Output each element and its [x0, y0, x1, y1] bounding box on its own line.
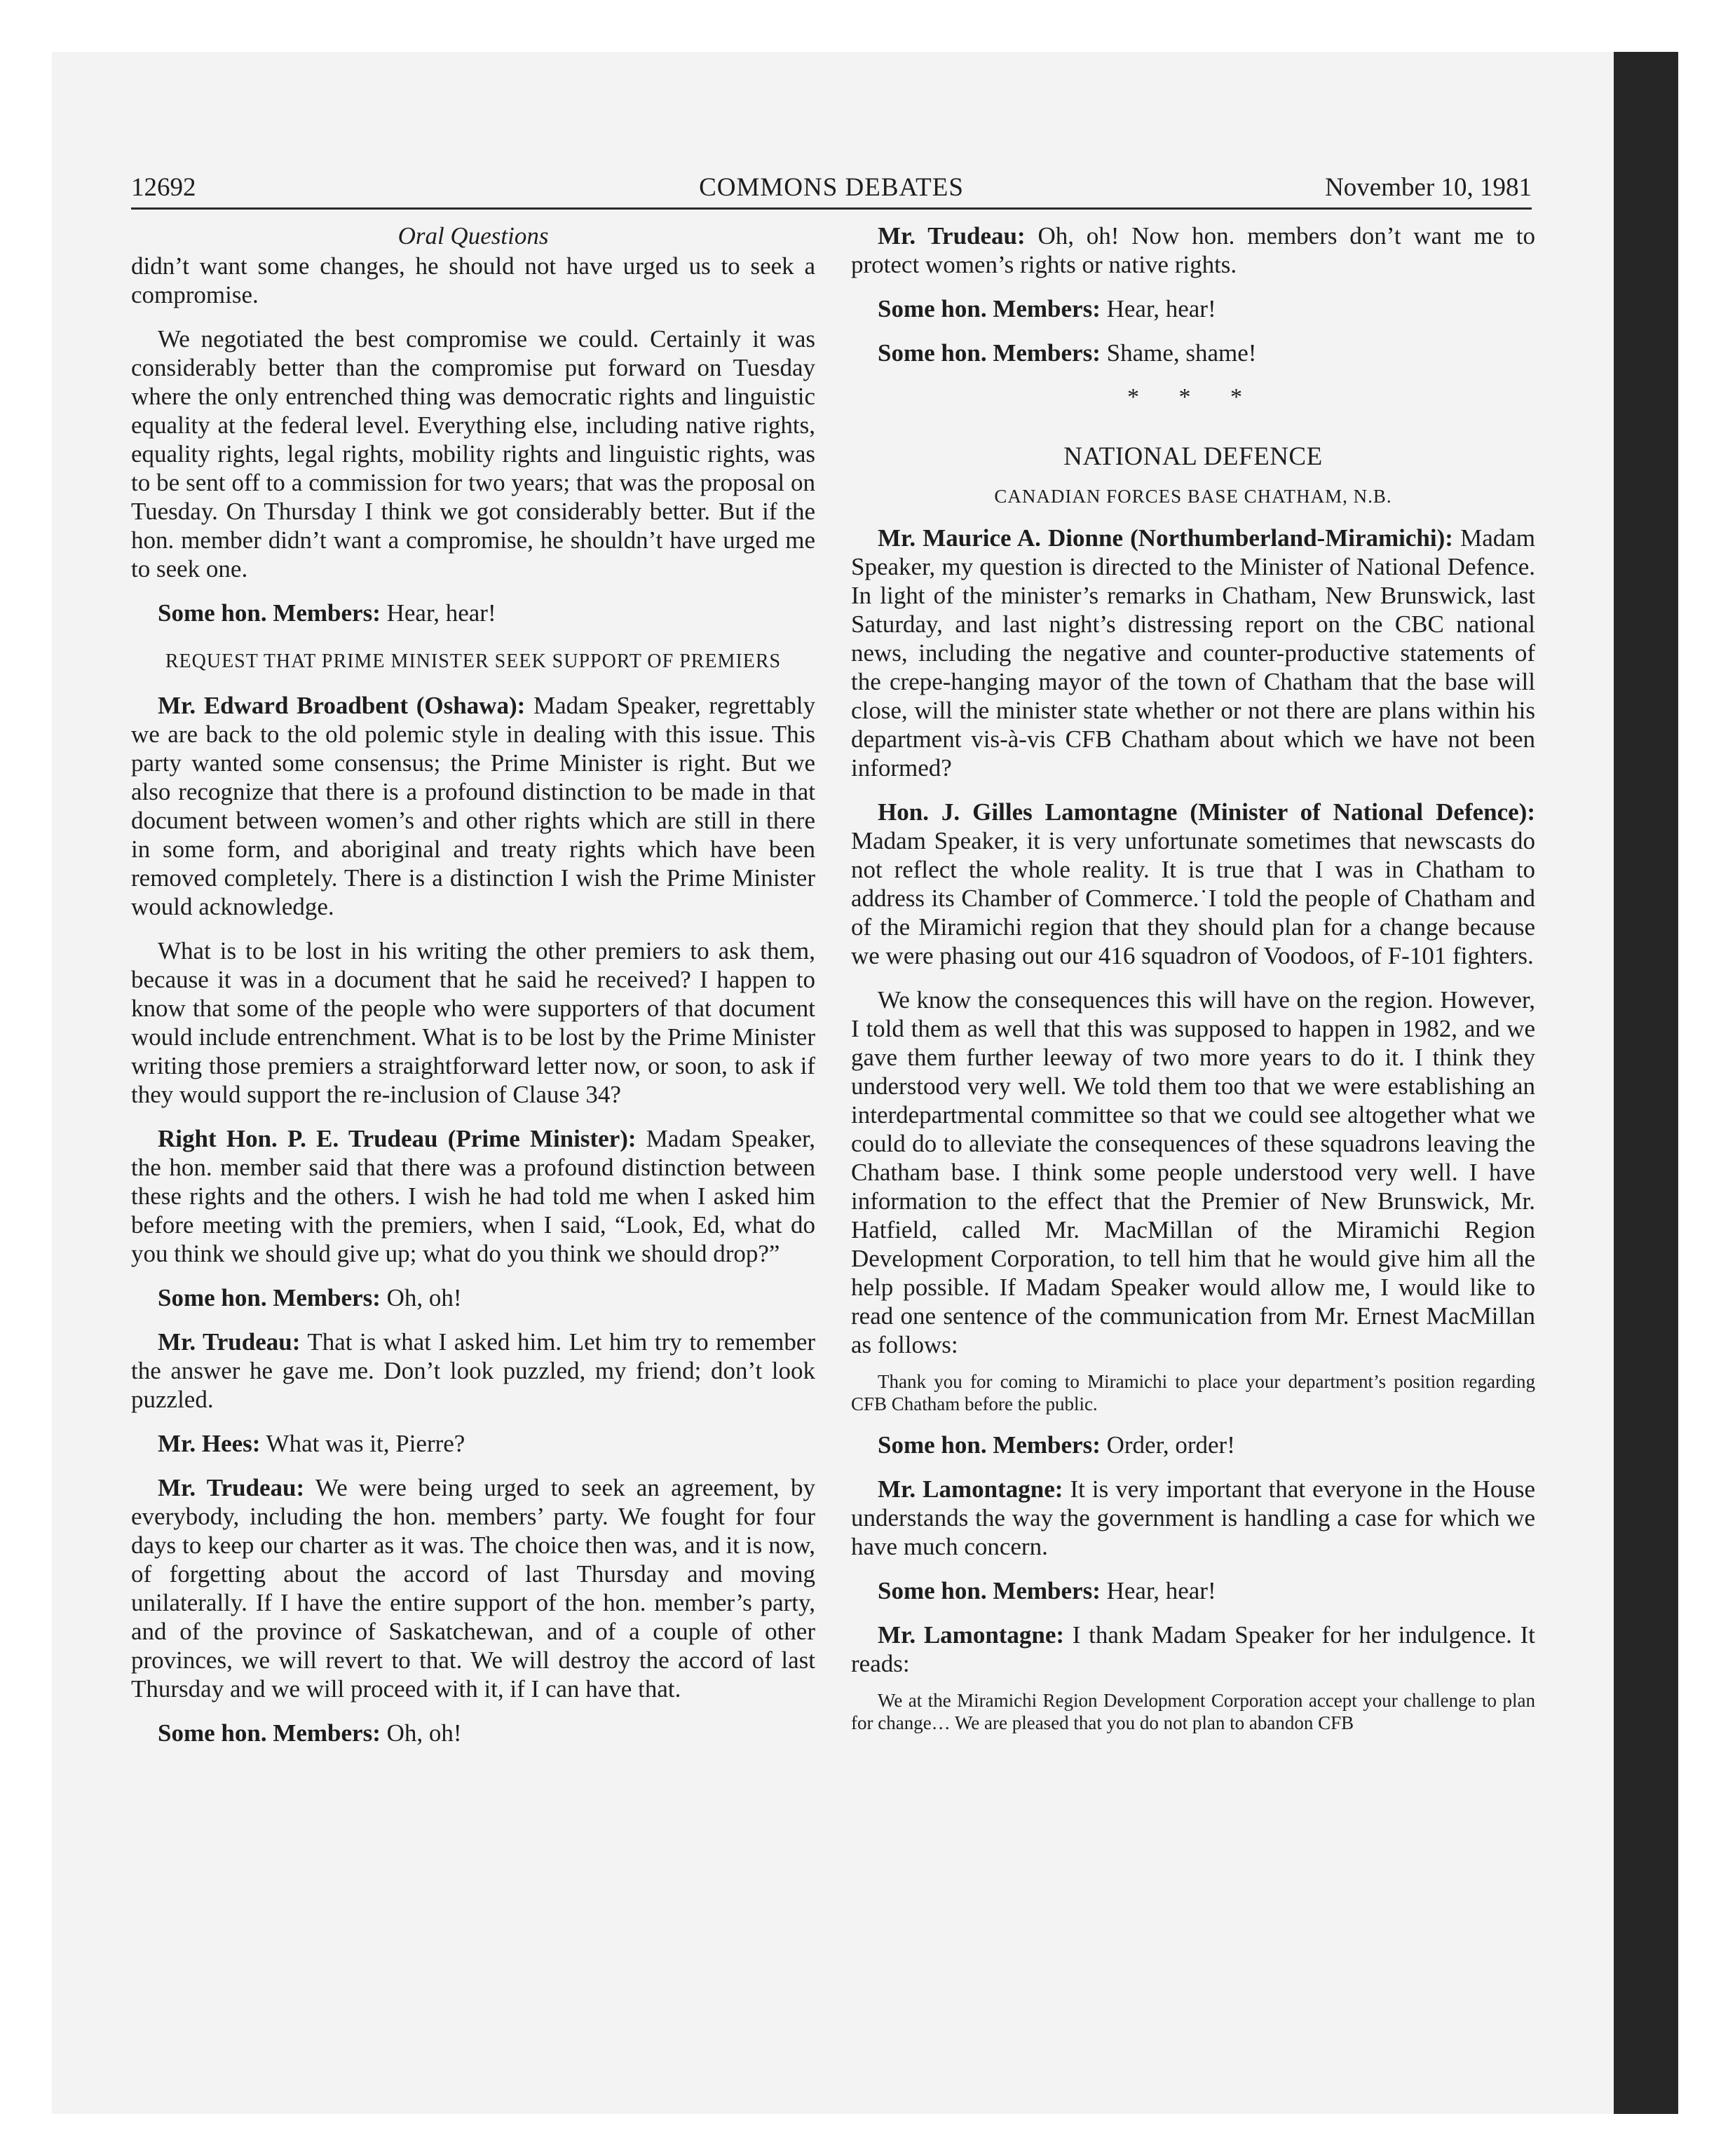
speaker: Some hon. Members:: [878, 339, 1101, 367]
speaker: Mr. Edward Broadbent (Oshawa):: [158, 692, 526, 719]
speaker: Mr. Maurice A. Dionne (Northumberland-Miramichi):: [878, 524, 1453, 552]
speech-text: What was it, Pierre?: [260, 1430, 465, 1457]
speech-text: Oh, oh!: [380, 1719, 462, 1747]
paragraph: We know the consequences this will have on the region. However, I told them as well that this was supposed to happen in 1982, and we gave them further leeway of two more years to do it. I think they understood very well. We told them too that we were establishing an interdepartmental committee so that we could see altogether what we could do to alleviate the consequences of these squadrons leaving the Chatham base. I think some people understood very well. I have information to the effect that the Premier of New Brunswick, Mr. Hatfield, called Mr. MacMillan of the Miramichi Region Development Corporation, to tell him that he would give him all the help possible. If Madam Speaker would allow me, I would like to read one sentence of the communication from Mr. Ernest MacMillan as follows:: [851, 986, 1535, 1358]
section-divider: * * *: [1127, 384, 1259, 410]
speech: [851, 1621, 1535, 1678]
section-heading: NATIONAL DEFENCE: [1063, 442, 1323, 471]
running-head: Oral Questions: [397, 222, 549, 250]
speech: [851, 798, 1535, 970]
speaker: Mr. Lamontagne:: [878, 1475, 1063, 1503]
speech: [851, 294, 1535, 323]
speech: [131, 691, 815, 921]
speech-text: Madam Speaker, it is very unfortunate sometimes that newscasts do not reflect the whole reality. It is true that I was in Chatham to address its Chamber of Commerce.˙I told the people of Chatham and of the Miramichi region that they should plan for a change because we were phasing out our 416 squadron of Voodoos, of F-101 fighters.: [851, 827, 1535, 969]
speaker: Right Hon. P. E. Trudeau (Prime Minister):: [158, 1125, 637, 1152]
speech-text: Hear, hear!: [1100, 1577, 1216, 1604]
speaker: Mr. Trudeau:: [158, 1474, 305, 1501]
speaker: Some hon. Members:: [158, 1719, 381, 1747]
speech-text: Hear, hear!: [1100, 295, 1216, 322]
speaker: Some hon. Members:: [878, 1431, 1101, 1459]
subject-heading: CANADIAN FORCES BASE CHATHAM, N.B.: [994, 486, 1392, 507]
block-quote: Thank you for coming to Miramichi to place your department’s position regarding CFB Chatham before the public.: [851, 1371, 1535, 1414]
speaker: Mr. Trudeau:: [878, 222, 1026, 250]
paragraph: What is to be lost in his writing the other premiers to ask them, because it was in a document that he said he received? I happen to know that some of the people who were supporters of that document would include entrenchment. What is to be lost by the Prime Minister writing those premiers a straightforward letter now, or soon, to ask if they would support the re-inclusion of Clause 34?: [131, 937, 815, 1108]
speech-text: Order, order!: [1100, 1431, 1235, 1459]
speech: [131, 1328, 815, 1414]
paragraph: We negotiated the best compromise we could. Certainly it was considerably better than the compromise put forward on Tuesday where the only entrenched thing was democratic rights and linguistic equality at the federal level. Everything else, including native rights, equality rights, legal rights, mobility rights and linguistic rights, was to be sent off to a commission for two years; that was the proposal on Tuesday. On Thursday I think we got considerably better. But if the hon. member didn’t want a compromise, he shouldn’t have urged me to seek one.: [131, 325, 815, 582]
speech: [851, 221, 1535, 279]
block-quote: We at the Miramichi Region Development Corporation accept your challenge to plan for change… We are pleased that you do not plan to abandon CFB: [851, 1690, 1535, 1733]
speaker: Mr. Trudeau:: [158, 1328, 301, 1356]
speaker: Some hon. Members:: [878, 295, 1101, 322]
speech-text: Hear, hear!: [380, 599, 496, 627]
speech: [851, 1576, 1535, 1605]
scan-edge-shadow: [1614, 52, 1678, 2114]
speech-text: Oh, oh!: [380, 1284, 462, 1311]
speech: [131, 599, 815, 627]
speaker: Mr. Lamontagne:: [878, 1621, 1065, 1649]
speech: [851, 1431, 1535, 1459]
publication-date: November 10, 1981: [1325, 173, 1532, 202]
speech: [851, 339, 1535, 367]
speech: [131, 1283, 815, 1312]
speaker: Some hon. Members:: [878, 1577, 1101, 1604]
speech: [131, 1124, 815, 1268]
publication-title: COMMONS DEBATES: [699, 173, 964, 202]
page-number: 12692: [131, 173, 196, 202]
speech: [851, 1475, 1535, 1561]
left-column: [131, 221, 815, 1763]
speaker: Hon. J. Gilles Lamontagne (Minister of National Defence):: [878, 798, 1535, 826]
speech-text: Madam Speaker, the hon. member said that there was a profound distinction between these rights and the others. I wish he had told me when I asked him before meeting with the premiers, when I said, “Look, Ed, what do you think we should give up; what do you think we should drop?”: [131, 1125, 815, 1267]
speech: [851, 524, 1535, 782]
speech-text: Shame, shame!: [1100, 339, 1257, 367]
speaker: Some hon. Members:: [158, 1284, 381, 1311]
paragraph: didn’t want some changes, he should not have urged us to seek a compromise.: [131, 252, 815, 308]
speech: [131, 1429, 815, 1458]
speech-text: It is very important that everyone in the House understands the way the government is handling a case for which we have much concern.: [851, 1475, 1535, 1560]
speaker: Some hon. Members:: [158, 599, 381, 627]
speech-text: That is what I asked him. Let him try to remember the answer he gave me. Don’t look puzzled, my friend; don’t look puzzled.: [131, 1328, 816, 1413]
subject-heading: REQUEST THAT PRIME MINISTER SEEK SUPPORT OF PREMIERS: [165, 650, 782, 672]
speech-text: Oh, oh! Now hon. members don’t want me to protect women’s rights or native rights.: [851, 222, 1535, 278]
speech-text: I thank Madam Speaker for her indulgence. It reads:: [851, 1621, 1535, 1677]
speaker: Mr. Hees:: [158, 1430, 261, 1457]
right-column: [851, 221, 1535, 1749]
speech-text: Madam Speaker, my question is directed to the Minister of National Defence. In light of the minister’s remarks in Chatham, New Brunswick, last Saturday, and last night’s distressing report on the CBC national news, including the negative and counter-productive statements of the crepe-hanging mayor of the town of Chatham that the base will close, will the minister state whether or not there are plans within his department vis-à-vis CFB Chatham about which we have not been informed?: [851, 524, 1535, 782]
page-header: [131, 171, 1532, 210]
speech-text: Madam Speaker, regrettably we are back to the old polemic style in dealing with this issue. This party wanted some consensus; the Prime Minister is right. But we also recognize that there is a profound distinction to be made in that document between women’s and other rights which are still in there in some form, and aboriginal and treaty rights which have been removed completely. There is a distinction I wish the Prime Minister would acknowledge.: [131, 692, 815, 920]
speech-text: We were being urged to seek an agreement, by everybody, including the hon. members’ party. We fought for four days to keep our charter as it was. The choice then was, and it is now, of forgetting about the accord of last Thursday and moving unilaterally. If I have the entire support of the hon. member’s party, and of the province of Saskatchewan, and of a couple of other provinces, we will revert to that. We will destroy the accord of last Thursday and we will proceed with it, if I can have that.: [131, 1474, 815, 1703]
speech: [131, 1719, 815, 1747]
speech: [131, 1473, 815, 1703]
